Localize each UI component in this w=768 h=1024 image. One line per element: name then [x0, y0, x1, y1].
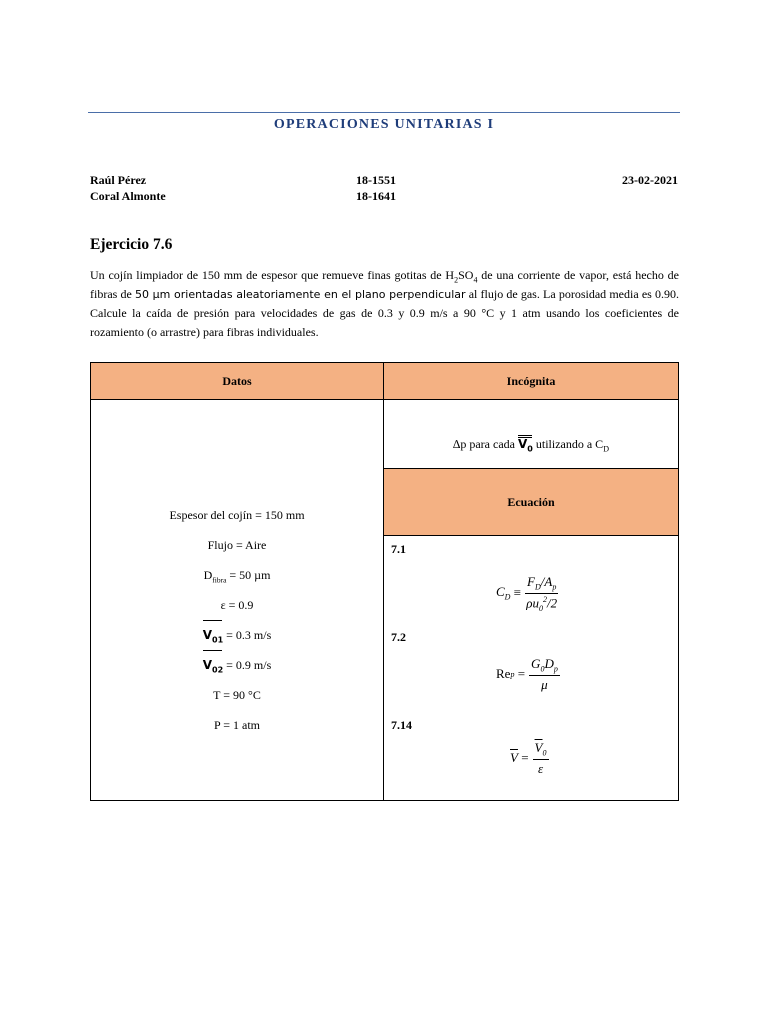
velocity-symbol: $V_{01}$	[203, 620, 223, 655]
highlighted-phrase: 50 µm orientadas aleatoriamente en el plano perpendicular	[134, 288, 466, 301]
reynolds-formula: Re p = $\frac{G_0D_p}{\mu}$	[496, 656, 558, 692]
equation-7-1	[384, 536, 678, 624]
datos-presion: P = 1 atm	[214, 718, 260, 732]
author-id-1: 18-1551	[356, 173, 396, 187]
datos-temperatura: T = 90 °C	[213, 688, 261, 702]
ecuacion-header: Ecuación	[384, 469, 679, 536]
drag-coefficient-formula: $C_D$ ≡ $\frac{F_D/A_p}{\rho u_0^2/2}$	[496, 574, 558, 613]
equations-cell	[384, 536, 679, 801]
equation-7-2	[384, 624, 678, 712]
equation-number: 7.14	[391, 718, 412, 732]
exercise-title: Ejercicio 7.6	[90, 236, 173, 253]
datos-diametro: $D_{fibra} = 50$ µm	[203, 568, 271, 585]
course-title: OPERACIONES UNITARIAS I	[273, 117, 495, 132]
datos-header: Datos	[91, 363, 384, 400]
datos-porosidad: ε = 0.9	[220, 598, 254, 612]
problem-statement: Un cojín limpiador de 150 mm de espesor que remueve finas gotitas de $H_2SO_4$ de una corriente de vapor, está hecho de fibras de 50 µm orientadas aleatoriamente en el plano perpendicular al flujo de gas. La porosidad media es 0.90. Calcule la caída de presión para velocidades de gas de 0.3 y 0.9 m/s a 90 °C y 1 atm usando los coeficientes de rozamiento (o arrastre) para fibras individuales.	[90, 268, 680, 339]
data-table	[90, 362, 679, 801]
incognita-cell: ∆p para cada $V_0$ utilizando a $C_D$	[384, 400, 679, 469]
datos-flujo: Flujo = Aire	[207, 538, 267, 552]
velocity-symbol: $V_{02}$	[203, 650, 223, 685]
datos-cell	[91, 400, 384, 801]
header-rule	[88, 112, 680, 113]
author-id-2: 18-1641	[356, 189, 396, 203]
velocity-formula: $\overline{V}$ = $\frac{\overline{V}_0}{\varepsilon}$	[510, 740, 547, 776]
equation-number: 7.2	[391, 630, 406, 644]
datos-espesor: Espesor del cojín = 150 mm	[169, 508, 305, 522]
equation-number: 7.1	[391, 542, 406, 556]
datos-velocidad-2: $V_{02} = 0.9$ m/s	[91, 650, 383, 680]
author-name-1: Raúl Pérez	[90, 173, 147, 187]
author-name-2: Coral Almonte	[90, 189, 166, 203]
velocity-symbol: $V_0$	[517, 436, 533, 454]
incognita-header: Incógnita	[384, 363, 679, 400]
document-date: 23-02-2021	[622, 173, 678, 187]
datos-velocidad-1: $V_{01} = 0.3$ m/s	[91, 620, 383, 650]
equation-7-14	[384, 712, 678, 800]
